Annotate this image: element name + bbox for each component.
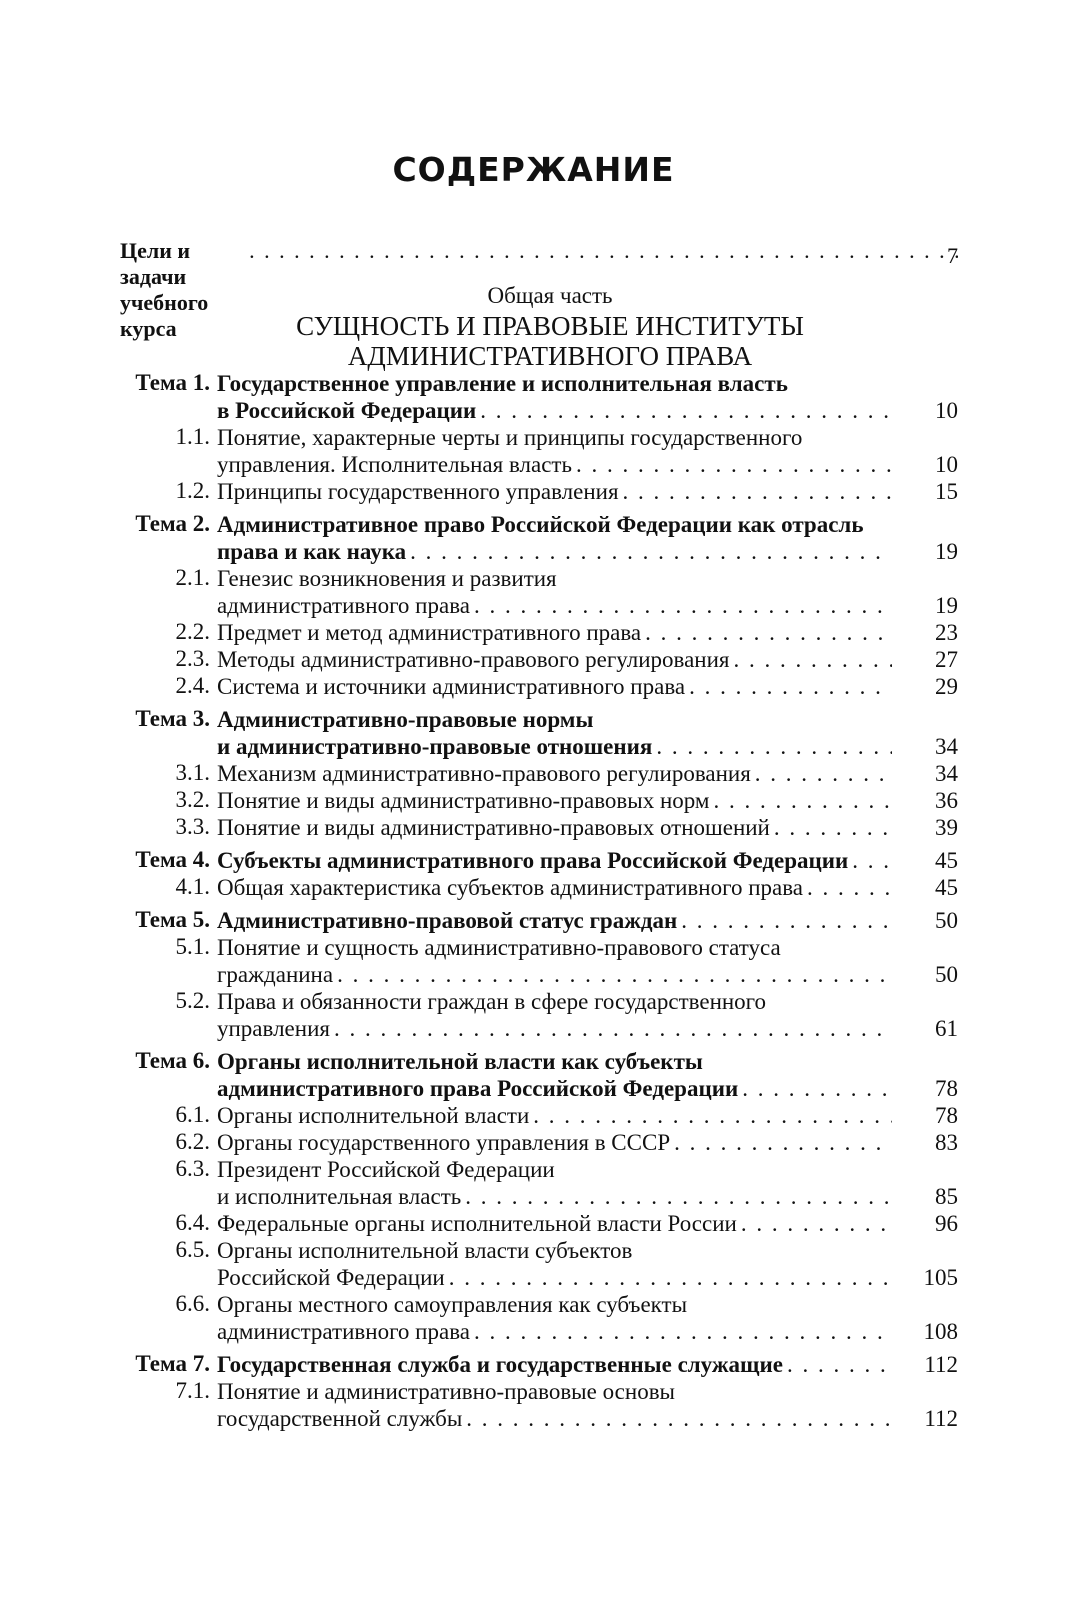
entry-title-line <box>217 673 892 700</box>
entry-title-line <box>217 787 892 814</box>
dot-leader <box>709 787 892 814</box>
entry-title-text: Общая характеристика субъектов административного права <box>217 875 803 900</box>
entry-title-line: Понятие, характерные черты и принципы государственного <box>217 425 803 450</box>
dot-leader <box>245 238 958 264</box>
toc-subsection-entry[interactable] <box>120 1129 958 1156</box>
toc-theme-entry[interactable] <box>120 511 958 565</box>
entry-title-text: Механизм административно-правового регулирования <box>217 761 751 786</box>
dot-leader <box>406 538 892 565</box>
entry-page-number: 96 <box>935 1211 958 1236</box>
toc-subsection-entry[interactable] <box>120 619 958 646</box>
toc-subsection-entry[interactable] <box>120 646 958 673</box>
entry-title-text: административного права <box>217 593 470 618</box>
entry-title-line <box>217 592 892 619</box>
entry-title-line <box>217 874 892 901</box>
entry-number: Тема 1. <box>135 370 210 395</box>
entry-page-number: 45 <box>935 875 958 900</box>
entry-title-text: права и как наука <box>217 539 407 564</box>
dot-leader <box>677 907 892 934</box>
entry-title-text: управления <box>217 1016 330 1041</box>
entry-page-number: 34 <box>935 734 958 759</box>
entry-title-line: Административное право Российской Федерации как отрасль <box>217 512 864 537</box>
toc-list <box>120 370 958 1432</box>
entry-number: 6.2. <box>175 1129 210 1154</box>
entry-title-text: и административно-правовые отношения <box>217 734 653 759</box>
dot-leader <box>737 1210 892 1237</box>
entry-page-number: 78 <box>935 1103 958 1128</box>
toc-subsection-entry[interactable] <box>120 1291 958 1345</box>
part-heading <box>200 281 900 371</box>
entry-page-number: 50 <box>935 908 958 933</box>
entry-number: 5.1. <box>175 934 210 959</box>
entry-page-number: 27 <box>935 647 958 672</box>
dot-leader <box>670 1129 892 1156</box>
toc-subsection-entry[interactable] <box>120 787 958 814</box>
entry-title-line <box>217 1405 892 1432</box>
entry-page-number: 15 <box>935 479 958 504</box>
dot-leader <box>470 1318 892 1345</box>
toc-subsection-entry[interactable] <box>120 814 958 841</box>
entry-title-line <box>217 814 892 841</box>
entry-number: 5.2. <box>175 988 210 1013</box>
entry-title-text: Система и источники административного права <box>217 674 686 699</box>
entry-title-line: Государственное управление и исполнительная власть <box>217 371 788 396</box>
entry-number: 2.2. <box>175 619 210 644</box>
entry-title-line <box>217 760 892 787</box>
dot-leader <box>476 397 892 424</box>
dot-leader <box>529 1102 892 1129</box>
entry-number: 3.3. <box>175 814 210 839</box>
entry-title-line: Права и обязанности граждан в сфере государственного <box>217 989 767 1014</box>
entry-title-text: Предмет и метод административного права <box>217 620 642 645</box>
dot-leader <box>848 847 892 874</box>
toc-subsection-entry[interactable] <box>120 565 958 619</box>
dot-leader <box>333 961 892 988</box>
entry-number: 1.1. <box>175 424 210 449</box>
entry-page-number: 50 <box>935 962 958 987</box>
entry-page-number: 112 <box>924 1406 958 1431</box>
entry-title: Цели и задачи учебного курса <box>120 238 209 341</box>
toc-subsection-entry[interactable] <box>120 760 958 787</box>
dot-leader <box>730 646 893 673</box>
entry-title-text: административного права Российской Федерации <box>217 1076 739 1101</box>
entry-title-line: Органы исполнительной власти субъектов <box>217 1238 633 1263</box>
entry-title-line <box>217 451 892 478</box>
entry-page-number: 112 <box>924 1352 958 1377</box>
dot-leader <box>470 592 892 619</box>
entry-title-line <box>217 478 892 505</box>
entry-page-number: 45 <box>935 848 958 873</box>
toc-theme-entry[interactable] <box>120 907 958 934</box>
entry-page-number: 19 <box>935 593 958 618</box>
entry-title-text: Государственная служба и государственные служащие <box>217 1352 783 1377</box>
entry-number: 2.4. <box>175 673 210 698</box>
toc-subsection-entry[interactable] <box>120 988 958 1042</box>
entry-title-line <box>217 1075 892 1102</box>
entry-number: Тема 3. <box>135 706 210 731</box>
entry-number: Тема 7. <box>135 1351 210 1376</box>
dot-leader <box>619 478 892 505</box>
toc-theme-entry[interactable] <box>120 847 958 874</box>
dot-leader <box>462 1405 892 1432</box>
entry-page-number: 10 <box>935 452 958 477</box>
entry-title-line <box>217 733 892 760</box>
entry-title-line <box>217 1351 892 1378</box>
entry-title-text: Федеральные органы исполнительной власти России <box>217 1211 737 1236</box>
entry-title-line: Органы местного самоуправления как субъекты <box>217 1292 688 1317</box>
entry-title-text: гражданина <box>217 962 334 987</box>
dot-leader <box>572 451 892 478</box>
part-label: Общая часть <box>487 283 613 308</box>
entry-page-number: 78 <box>935 1076 958 1101</box>
toc-subsection-entry[interactable] <box>120 1210 958 1237</box>
entry-title-line <box>217 646 892 673</box>
toc-theme-entry[interactable] <box>120 1351 958 1378</box>
entry-page-number: 36 <box>935 788 958 813</box>
page-title: СОДЕРЖАНИЕ <box>392 150 675 189</box>
entry-title-line: Понятие и административно-правовые основы <box>217 1379 676 1404</box>
entry-number: 6.3. <box>175 1156 210 1181</box>
entry-title-line <box>217 538 892 565</box>
dot-leader <box>685 673 892 700</box>
entry-number: 3.2. <box>175 787 210 812</box>
toc-subsection-entry[interactable] <box>120 424 958 478</box>
entry-title-line <box>217 907 892 934</box>
dot-leader <box>770 814 892 841</box>
entry-title-line <box>217 1015 892 1042</box>
entry-title-line <box>217 1264 892 1291</box>
entry-title-line <box>217 1183 892 1210</box>
entry-page-number: 10 <box>935 398 958 423</box>
entry-title-line: Органы исполнительной власти как субъекты <box>217 1049 703 1074</box>
entry-title-line: Административно-правовые нормы <box>217 707 594 732</box>
entry-number: 3.1. <box>175 760 210 785</box>
toc-subsection-entry[interactable] <box>120 1102 958 1129</box>
toc-subsection-entry[interactable] <box>120 934 958 988</box>
entry-title-text: государственной службы <box>217 1406 463 1431</box>
toc-subsection-entry[interactable] <box>120 1378 958 1432</box>
entry-page-number: 34 <box>935 761 958 786</box>
toc-subsection-entry[interactable] <box>120 478 958 505</box>
entry-title-line <box>217 1318 892 1345</box>
entry-number: 6.5. <box>175 1237 210 1262</box>
entry-title-text: административного права <box>217 1319 470 1344</box>
toc-theme-entry[interactable] <box>120 370 958 424</box>
entry-page-number: 7 <box>947 243 958 268</box>
entry-title-text: Российской Федерации <box>217 1265 445 1290</box>
entry-title-text: Органы государственного управления в СССР <box>217 1130 671 1155</box>
toc-theme-entry[interactable] <box>120 706 958 760</box>
entry-title-text: и исполнительная власть <box>217 1184 462 1209</box>
entry-title-text: Принципы государственного управления <box>217 479 619 504</box>
entry-title-line <box>217 847 892 874</box>
dot-leader <box>783 1351 892 1378</box>
entry-number: 7.1. <box>175 1378 210 1403</box>
entry-title-text: Понятие и виды административно-правовых отношений <box>217 815 770 840</box>
entry-page-number: 23 <box>935 620 958 645</box>
entry-title-line: Президент Российской Федерации <box>217 1157 555 1182</box>
entry-number: Тема 4. <box>135 847 210 872</box>
entry-number: Тема 2. <box>135 511 210 536</box>
entry-number: 4.1. <box>175 874 210 899</box>
entry-title-text: Методы административно-правового регулирования <box>217 647 730 672</box>
dot-leader <box>641 619 892 646</box>
entry-title-line: Генезис возникновения и развития <box>217 566 557 591</box>
dot-leader <box>330 1015 892 1042</box>
dot-leader <box>803 874 892 901</box>
toc-subsection-entry[interactable] <box>120 1156 958 1210</box>
entry-number: 6.1. <box>175 1102 210 1127</box>
entry-title-text: Административно-правовой статус граждан <box>217 908 678 933</box>
entry-page-number: 61 <box>935 1016 958 1041</box>
entry-title-line <box>217 1102 892 1129</box>
toc-subsection-entry[interactable] <box>120 673 958 700</box>
entry-title-text: Понятие и виды административно-правовых норм <box>217 788 710 813</box>
entry-number: Тема 5. <box>135 907 210 932</box>
entry-page-number: 108 <box>923 1319 958 1344</box>
entry-title-text: Органы исполнительной власти <box>217 1103 530 1128</box>
dot-leader <box>461 1183 892 1210</box>
entry-page-number: 83 <box>935 1130 958 1155</box>
entry-title-line <box>217 397 892 424</box>
entry-title-text: управления. Исполнительная власть <box>217 452 572 477</box>
entry-page-number: 39 <box>935 815 958 840</box>
dot-leader <box>652 733 892 760</box>
entry-title-text: Субъекты административного права Российской Федерации <box>217 848 849 873</box>
part-title-line-2: АДМИНИСТРАТИВНОГО ПРАВА <box>347 341 753 371</box>
entry-page-number: 29 <box>935 674 958 699</box>
entry-title-line <box>217 961 892 988</box>
entry-number: 6.6. <box>175 1291 210 1316</box>
entry-number: Тема 6. <box>135 1048 210 1073</box>
entry-page-number: 85 <box>935 1184 958 1209</box>
toc-theme-entry[interactable] <box>120 1048 958 1102</box>
part-title-line-1: СУЩНОСТЬ И ПРАВОВЫЕ ИНСТИТУТЫ <box>296 311 804 341</box>
entry-title-line: Понятие и сущность административно-правового статуса <box>217 935 781 960</box>
dot-leader <box>738 1075 892 1102</box>
dot-leader <box>445 1264 892 1291</box>
toc-subsection-entry[interactable] <box>120 1237 958 1291</box>
entry-title-text: в Российской Федерации <box>217 398 477 423</box>
entry-title-line <box>217 1129 892 1156</box>
entry-page-number: 19 <box>935 539 958 564</box>
entry-page-number: 105 <box>923 1265 958 1290</box>
entry-number: 6.4. <box>175 1210 210 1235</box>
entry-title-line <box>217 1210 892 1237</box>
entry-number: 1.2. <box>175 478 210 503</box>
entry-number: 2.1. <box>175 565 210 590</box>
dot-leader <box>751 760 892 787</box>
entry-number: 2.3. <box>175 646 210 671</box>
entry-title-line <box>217 619 892 646</box>
toc-subsection-entry[interactable] <box>120 874 958 901</box>
